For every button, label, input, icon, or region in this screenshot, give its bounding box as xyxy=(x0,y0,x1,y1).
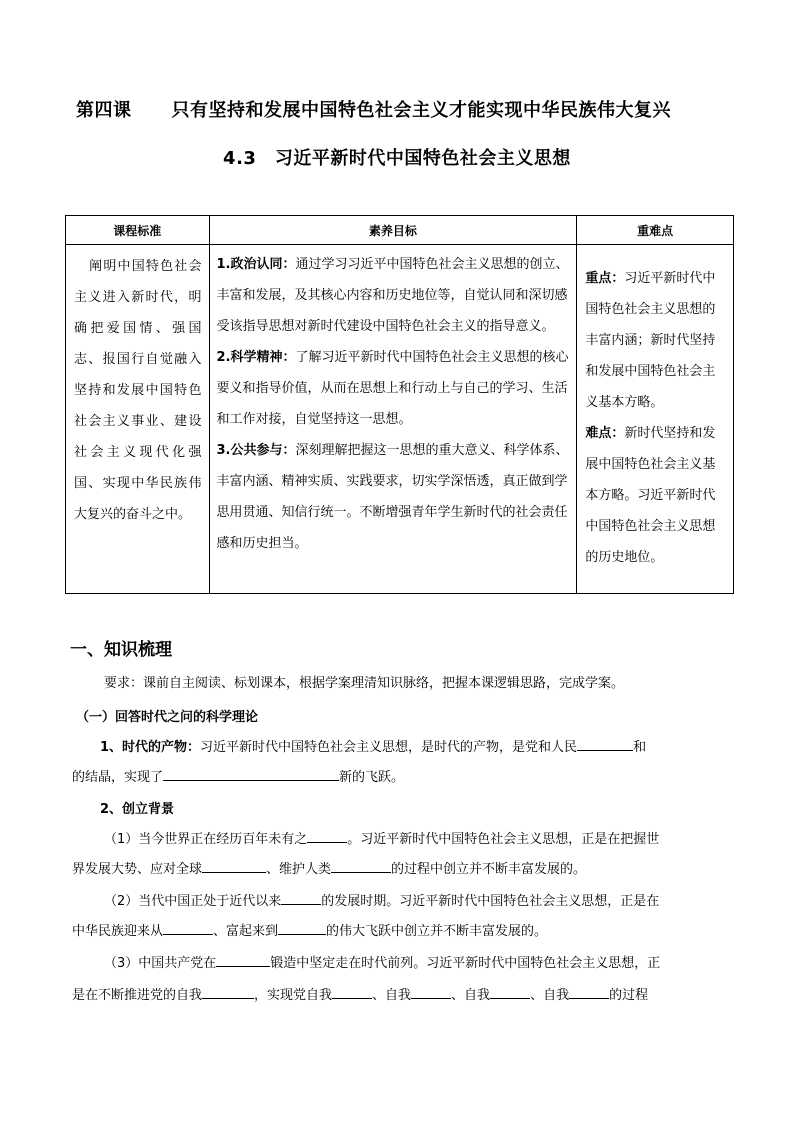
lesson-title xyxy=(76,96,671,122)
answer-blank[interactable] xyxy=(577,736,633,751)
para-text: 界发展大势、应对全球 xyxy=(72,862,203,877)
requirement-text: 要求：课前自主阅读、标划课本，根据学案理清知识脉络，把握本课逻辑思路，完成学案。 xyxy=(104,676,625,691)
item1-text: 的结晶，实现了 xyxy=(72,770,164,785)
para1-line1 xyxy=(104,828,659,847)
answer-blank[interactable] xyxy=(307,828,347,843)
goals-cell xyxy=(209,245,577,594)
answer-blank[interactable] xyxy=(569,984,609,999)
item1-text: 和 xyxy=(633,740,647,755)
para-text: 、富起来到 xyxy=(213,924,279,939)
answer-blank[interactable] xyxy=(281,890,321,905)
goal-text: 了解习近平新时代中国特色社会主义思想的核心要义和指导价值，从而在思想上和行动上与自己的学习、生活和工作对接，自觉坚持这一思想。 xyxy=(216,350,569,427)
para2-line1 xyxy=(104,890,659,909)
para-text: 的过程中创立并不断丰富发展的。 xyxy=(391,862,587,877)
table-header-row xyxy=(66,216,734,245)
header-goals: 素养目标 xyxy=(209,216,577,245)
answer-blank[interactable] xyxy=(278,920,326,935)
section-title: 4.3 习近平新时代中国特色社会主义思想 xyxy=(223,148,571,169)
curriculum-table xyxy=(65,215,734,594)
para1-line2 xyxy=(72,858,586,877)
item2-label: 2、创立背景 xyxy=(100,802,175,817)
key-point xyxy=(585,263,727,418)
item1-line1 xyxy=(100,736,646,755)
answer-blank[interactable] xyxy=(331,858,391,873)
para-text: 、自我 xyxy=(372,988,412,1003)
knowledge-heading: 一、知识梳理 xyxy=(70,640,172,660)
para-text: 中华民族迎来从 xyxy=(72,924,164,939)
header-key-points: 重难点 xyxy=(577,216,734,245)
answer-blank[interactable] xyxy=(202,984,254,999)
header-standard: 课程标准 xyxy=(66,216,210,245)
answer-blank[interactable] xyxy=(490,984,530,999)
table-row xyxy=(66,245,734,594)
goal-label: 3.公共参与： xyxy=(216,443,296,458)
standard-text: 阐明中国特色社会主义进入新时代，明确把爱国情、强国志、报国行自觉融入坚持和发展中国特色社会主义事业、建设社会主义现代化强国、实现中华民族伟大复兴的奋斗之中。 xyxy=(74,259,202,522)
item1-text: 新的飞跃。 xyxy=(339,770,405,785)
para-text: 是在不断推进党的自我 xyxy=(72,988,203,1003)
goal-item xyxy=(217,435,571,559)
difficult-point xyxy=(585,418,727,573)
standard-cell xyxy=(66,245,210,594)
para-text: 锻造中坚定走在时代前列。习近平新时代中国特色社会主义思想，正 xyxy=(270,956,661,971)
key-text: 习近平新时代中国特色社会主义思想的丰富内涵；新时代坚持和发展中国特色社会主义基本方略。 xyxy=(585,271,716,410)
para-text: （1）当今世界正在经历百年未有之 xyxy=(104,832,308,847)
answer-blank[interactable] xyxy=(202,858,266,873)
item1-label: 1、时代的产物： xyxy=(100,740,201,755)
goal-item xyxy=(217,249,571,342)
lesson-number: 第四课 xyxy=(76,100,132,121)
answer-blank[interactable] xyxy=(163,766,339,781)
para-text: 、自我 xyxy=(530,988,570,1003)
para2-line2 xyxy=(72,920,547,939)
item1-text: 习近平新时代中国特色社会主义思想，是时代的产物，是党和人民 xyxy=(200,740,578,755)
goal-label: 1.政治认同： xyxy=(216,257,296,272)
para-text: （3）中国共产党在 xyxy=(104,956,217,971)
key-points-cell xyxy=(577,245,734,594)
para3-line2 xyxy=(72,984,648,1003)
para-text: ，实现党自我 xyxy=(254,988,333,1003)
part-heading: （一）回答时代之问的科学理论 xyxy=(76,710,259,725)
difficult-label: 难点： xyxy=(585,426,625,441)
answer-blank[interactable] xyxy=(332,984,372,999)
para-text: （2）当代中国正处于近代以来 xyxy=(104,894,282,909)
goal-item xyxy=(217,342,571,435)
para-text: 、自我 xyxy=(451,988,491,1003)
item1-line2 xyxy=(72,766,404,785)
para-text: 的过程 xyxy=(609,988,649,1003)
answer-blank[interactable] xyxy=(163,920,213,935)
para-text: 的伟大飞跃中创立并不断丰富发展的。 xyxy=(326,924,548,939)
answer-blank[interactable] xyxy=(411,984,451,999)
para3-line1 xyxy=(104,952,660,971)
difficult-text: 新时代坚持和发展中国特色社会主义基本方略。习近平新时代中国特色社会主义思想的历史地位。 xyxy=(585,426,716,565)
key-label: 重点： xyxy=(585,271,625,286)
lesson-heading: 只有坚持和发展中国特色社会主义才能实现中华民族伟大复兴 xyxy=(171,100,671,121)
para-text: 、维护人类 xyxy=(266,862,332,877)
para-text: 。习近平新时代中国特色社会主义思想，正是在把握世 xyxy=(347,832,660,847)
goal-label: 2.科学精神： xyxy=(216,350,296,365)
para-text: 的发展时期。习近平新时代中国特色社会主义思想，正是在 xyxy=(321,894,660,909)
answer-blank[interactable] xyxy=(216,952,270,967)
goal-text: 通过学习习近平中国特色社会主义思想的创立、丰富和发展，及其核心内容和历史地位等，自觉认同和深切感受该指导思想对新时代建设中国特色社会主义的指导意义。 xyxy=(216,257,569,334)
goal-text: 深刻理解把握这一思想的重大意义、科学体系、丰富内涵、精神实质、实践要求，切实学深悟透，真正做到学思用贯通、知信行统一。不断增强青年学生新时代的社会责任感和历史担当。 xyxy=(216,443,569,551)
